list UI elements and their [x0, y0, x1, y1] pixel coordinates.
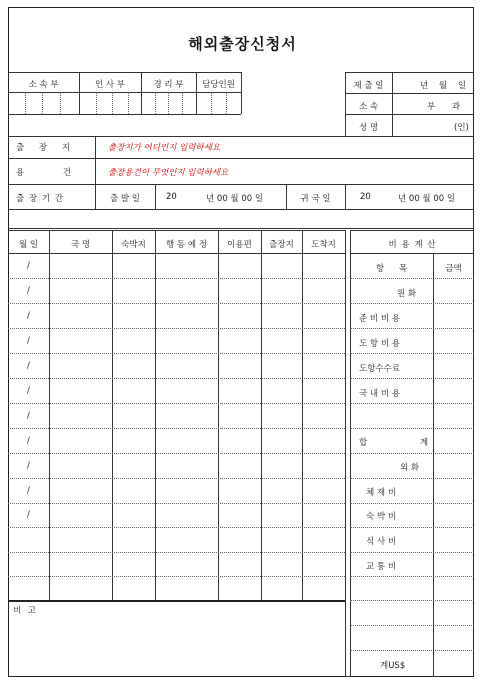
seal-mark: (인): [454, 123, 469, 133]
subtotal-label: 합 계: [359, 438, 429, 448]
itinerary-header-lodging: 숙박지: [121, 240, 146, 250]
depart-year[interactable]: 20: [166, 192, 177, 202]
depart-label: 출 발 일: [109, 194, 141, 204]
itinerary-date-5[interactable]: /: [27, 361, 30, 371]
fx-item-stay: 체 재 비: [366, 488, 397, 498]
itinerary-header-destination: 도착지: [311, 240, 336, 250]
itinerary-date-3[interactable]: /: [27, 311, 30, 321]
submit-date-value[interactable]: 년 월 일: [420, 81, 467, 91]
submit-date-label: 제 출 일: [353, 81, 384, 91]
note-field[interactable]: [9, 616, 344, 676]
approval-header-accounting: 경 리 부: [153, 80, 184, 90]
fx-item-meals: 식 사 비: [366, 537, 397, 547]
expense-amount-header: 금액: [445, 264, 462, 274]
itinerary-header-date: 월 일: [18, 240, 39, 250]
destination-label: 출 장 지: [16, 143, 71, 153]
itinerary-date-2[interactable]: /: [27, 286, 30, 296]
itinerary-header-origin: 출장지: [269, 240, 294, 250]
fx-item-transport: 교 통 비: [366, 562, 397, 572]
affiliation-value[interactable]: 부 과: [427, 102, 461, 112]
itinerary-date-11[interactable]: /: [27, 510, 30, 520]
return-date[interactable]: 년 00 월 00 일: [398, 194, 456, 204]
itinerary-date-7[interactable]: /: [27, 411, 30, 421]
return-label: 귀 국 일: [300, 194, 331, 204]
affiliation-label: 소 속: [358, 102, 379, 112]
return-year[interactable]: 20: [360, 192, 371, 202]
form-title: 해외출장신청서: [188, 35, 297, 53]
purpose-label: 용 건: [16, 168, 72, 178]
itinerary-header-country: 국 명: [70, 240, 91, 250]
approval-header-dept: 소 속 부: [28, 80, 59, 90]
name-label: 성 명: [358, 123, 379, 133]
itinerary-date-4[interactable]: /: [27, 336, 30, 346]
expense-item-header: 항 목: [375, 264, 408, 274]
approval-header-hr: 인 사 부: [94, 80, 126, 90]
krw-item-prep: 준 비 비 용: [359, 314, 400, 324]
fx-item-lodging: 숙 박 비: [366, 512, 397, 522]
note-label: 비 고: [13, 606, 37, 616]
itinerary-date-1[interactable]: /: [27, 261, 30, 271]
period-label: 출 장 기 간: [16, 194, 63, 204]
itinerary-header-transport: 이용편: [227, 240, 252, 250]
krw-item-domestic: 국 내 비 용: [359, 389, 400, 399]
depart-date[interactable]: 년 00 월 00 일: [206, 194, 264, 204]
approval-header-staff: 담당인원: [202, 80, 235, 90]
itinerary-date-6[interactable]: /: [27, 386, 30, 396]
fx-label: 외 화: [400, 463, 420, 473]
purpose-input[interactable]: 출장용건이 무엇인지 입력하세요: [108, 168, 229, 178]
expense-title: 비 용 계 산: [388, 240, 436, 250]
destination-input[interactable]: 출장지가 어디인지 입력하세요: [108, 143, 221, 153]
krw-label: 원 화: [397, 289, 417, 299]
itinerary-date-8[interactable]: /: [27, 436, 30, 446]
itinerary-date-10[interactable]: /: [27, 486, 30, 496]
itinerary-date-9[interactable]: /: [27, 461, 30, 471]
krw-item-travel: 도 항 비 용: [359, 339, 400, 349]
krw-item-fee: 도항수수료: [359, 364, 401, 374]
itinerary-header-schedule: 행 동 예 정: [166, 240, 207, 250]
total-usd-label: 계US$: [380, 661, 406, 671]
